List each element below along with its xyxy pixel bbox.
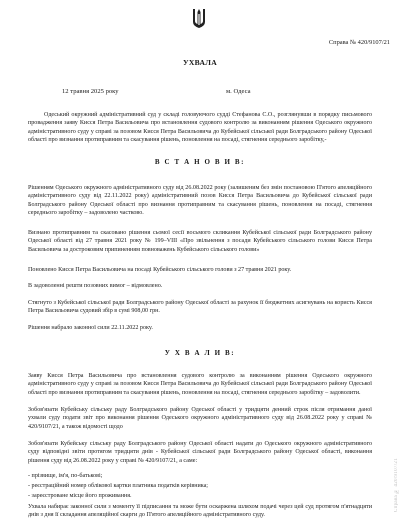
- trident-emblem-icon: [191, 7, 207, 29]
- paragraph-appeal: Ухвала набирає законної сили з моменту її підписання та може бути оскаржена шляхом подачі через цей суд протягом п'ятнадцяти днів з дня її складання апеляційної скарги до П'ятого апеляційного адміністративного суду.: [28, 504, 372, 519]
- paragraph-annulled: Визнано протиправним та скасовано рішення сьомої сесії восьмого скликання Кубейської сільської ради Болградського району Одеської області від 27 травня 2021 року № 199–VIII «Про звільнення з посади Кубейського сільського голови Кисся Петра Васильовича за достроковим припиненням повноважень Кубейського сільського голови»: [28, 230, 372, 253]
- paragraph-court-fee: Стягнуто з Кубейської сільської ради Болградського району Одеської області за рахунок її бюджетних асигнувань на користь Кисся Петра Васильовича судовий збір в сумі 908,00 грн.: [28, 300, 372, 315]
- intro-paragraph: Одеський окружний адміністративний суд у складі головуючого судді Стефанова С.О., розглянувши в порядку письмового провадження заяву Кисся Петра Васильовича про встановлення судового контролю за виконанням рішення Одеського окружного адміністративного суду у справі за позовом Кисся Петра Васильовича до Кубейської сільської ради Болградського району Одеської області про визнання протиправним та скасування рішень, поновлення на посаді, стягнення середнього заробітку,-: [28, 112, 372, 143]
- list-item-name: - прізвище, ім'я, по-батькові;: [28, 473, 103, 479]
- paragraph-decision: Рішенням Одеського окружного адміністративного суду від 26.08.2022 року (залишеним без змін постановою П'ятого апеляційного адміністративного суду від 22.11.2022 року) адміністративний позов Кисся Петра Васильовича до Кубейської сільської ради Болградського району Одеської області про визнання протиправним та скасування рішень, поновлення на посаді, стягнення середнього заробітку – задоволено частково.: [28, 185, 372, 216]
- document-date: 12 травня 2025 року: [62, 88, 119, 95]
- heading-determined: У Х В А Л И В:: [164, 349, 236, 357]
- list-item-residence: - зареєстроване місце його проживання.: [28, 493, 132, 499]
- side-case-tag: Справа № 420/9107/21: [394, 457, 399, 512]
- case-number: Справа № 420/9107/21: [328, 39, 390, 46]
- document-city: м. Одеса: [226, 88, 251, 95]
- paragraph-oblige-report: Зобов'язати Кубейську сільську раду Болградського району Одеської області у тридцяти денний строк після отримання даної ухвали суду подати звіт про виконання рішення Одеського окружного адміністративного суду від 26.08.2022 року у справі № 420/9107/21, а також відомості щодо: [28, 407, 372, 430]
- paragraph-oblige-info: Зобов'язати Кубейську сільську раду Болградського району Одеської області надати до Одеського окружного адміністративного суду відповідні звіти протягом тридцяти днів - Кубейської сільської ради Болградського району Одеської області, виконання рішення суду від 26.08.2022 року у справі № 420/9107/21, а саме:: [28, 441, 372, 464]
- paragraph-effective: Рішення набрало законної сили 22.11.2022 року.: [28, 325, 153, 331]
- paragraph-grant: Заяву Кисся Петра Васильовича про встановлення судового контролю за виконанням рішення Одеського окружного адміністративного суду у справі за позовом Кисся Петра Васильовича до Кубейської сільської ради Болградського району Одеської області про визнання протиправним та скасування рішень, поновлення на посаді, стягнення середнього заробітку – задоволити.: [28, 373, 372, 396]
- paragraph-reinstated: Поновлено Кисся Петра Васильовича на посаді Кубейського сільського голови з 27 травня 2021 року.: [28, 267, 292, 273]
- heading-established: В С Т А Н О В И В:: [154, 158, 246, 166]
- document-title: УХВАЛА: [182, 58, 218, 67]
- paragraph-denied: В задоволенні решти позовних вимог – відмовлено.: [28, 283, 163, 289]
- list-item-tax-number: - реєстраційний номер облікової картки платника податків керівника;: [28, 483, 208, 489]
